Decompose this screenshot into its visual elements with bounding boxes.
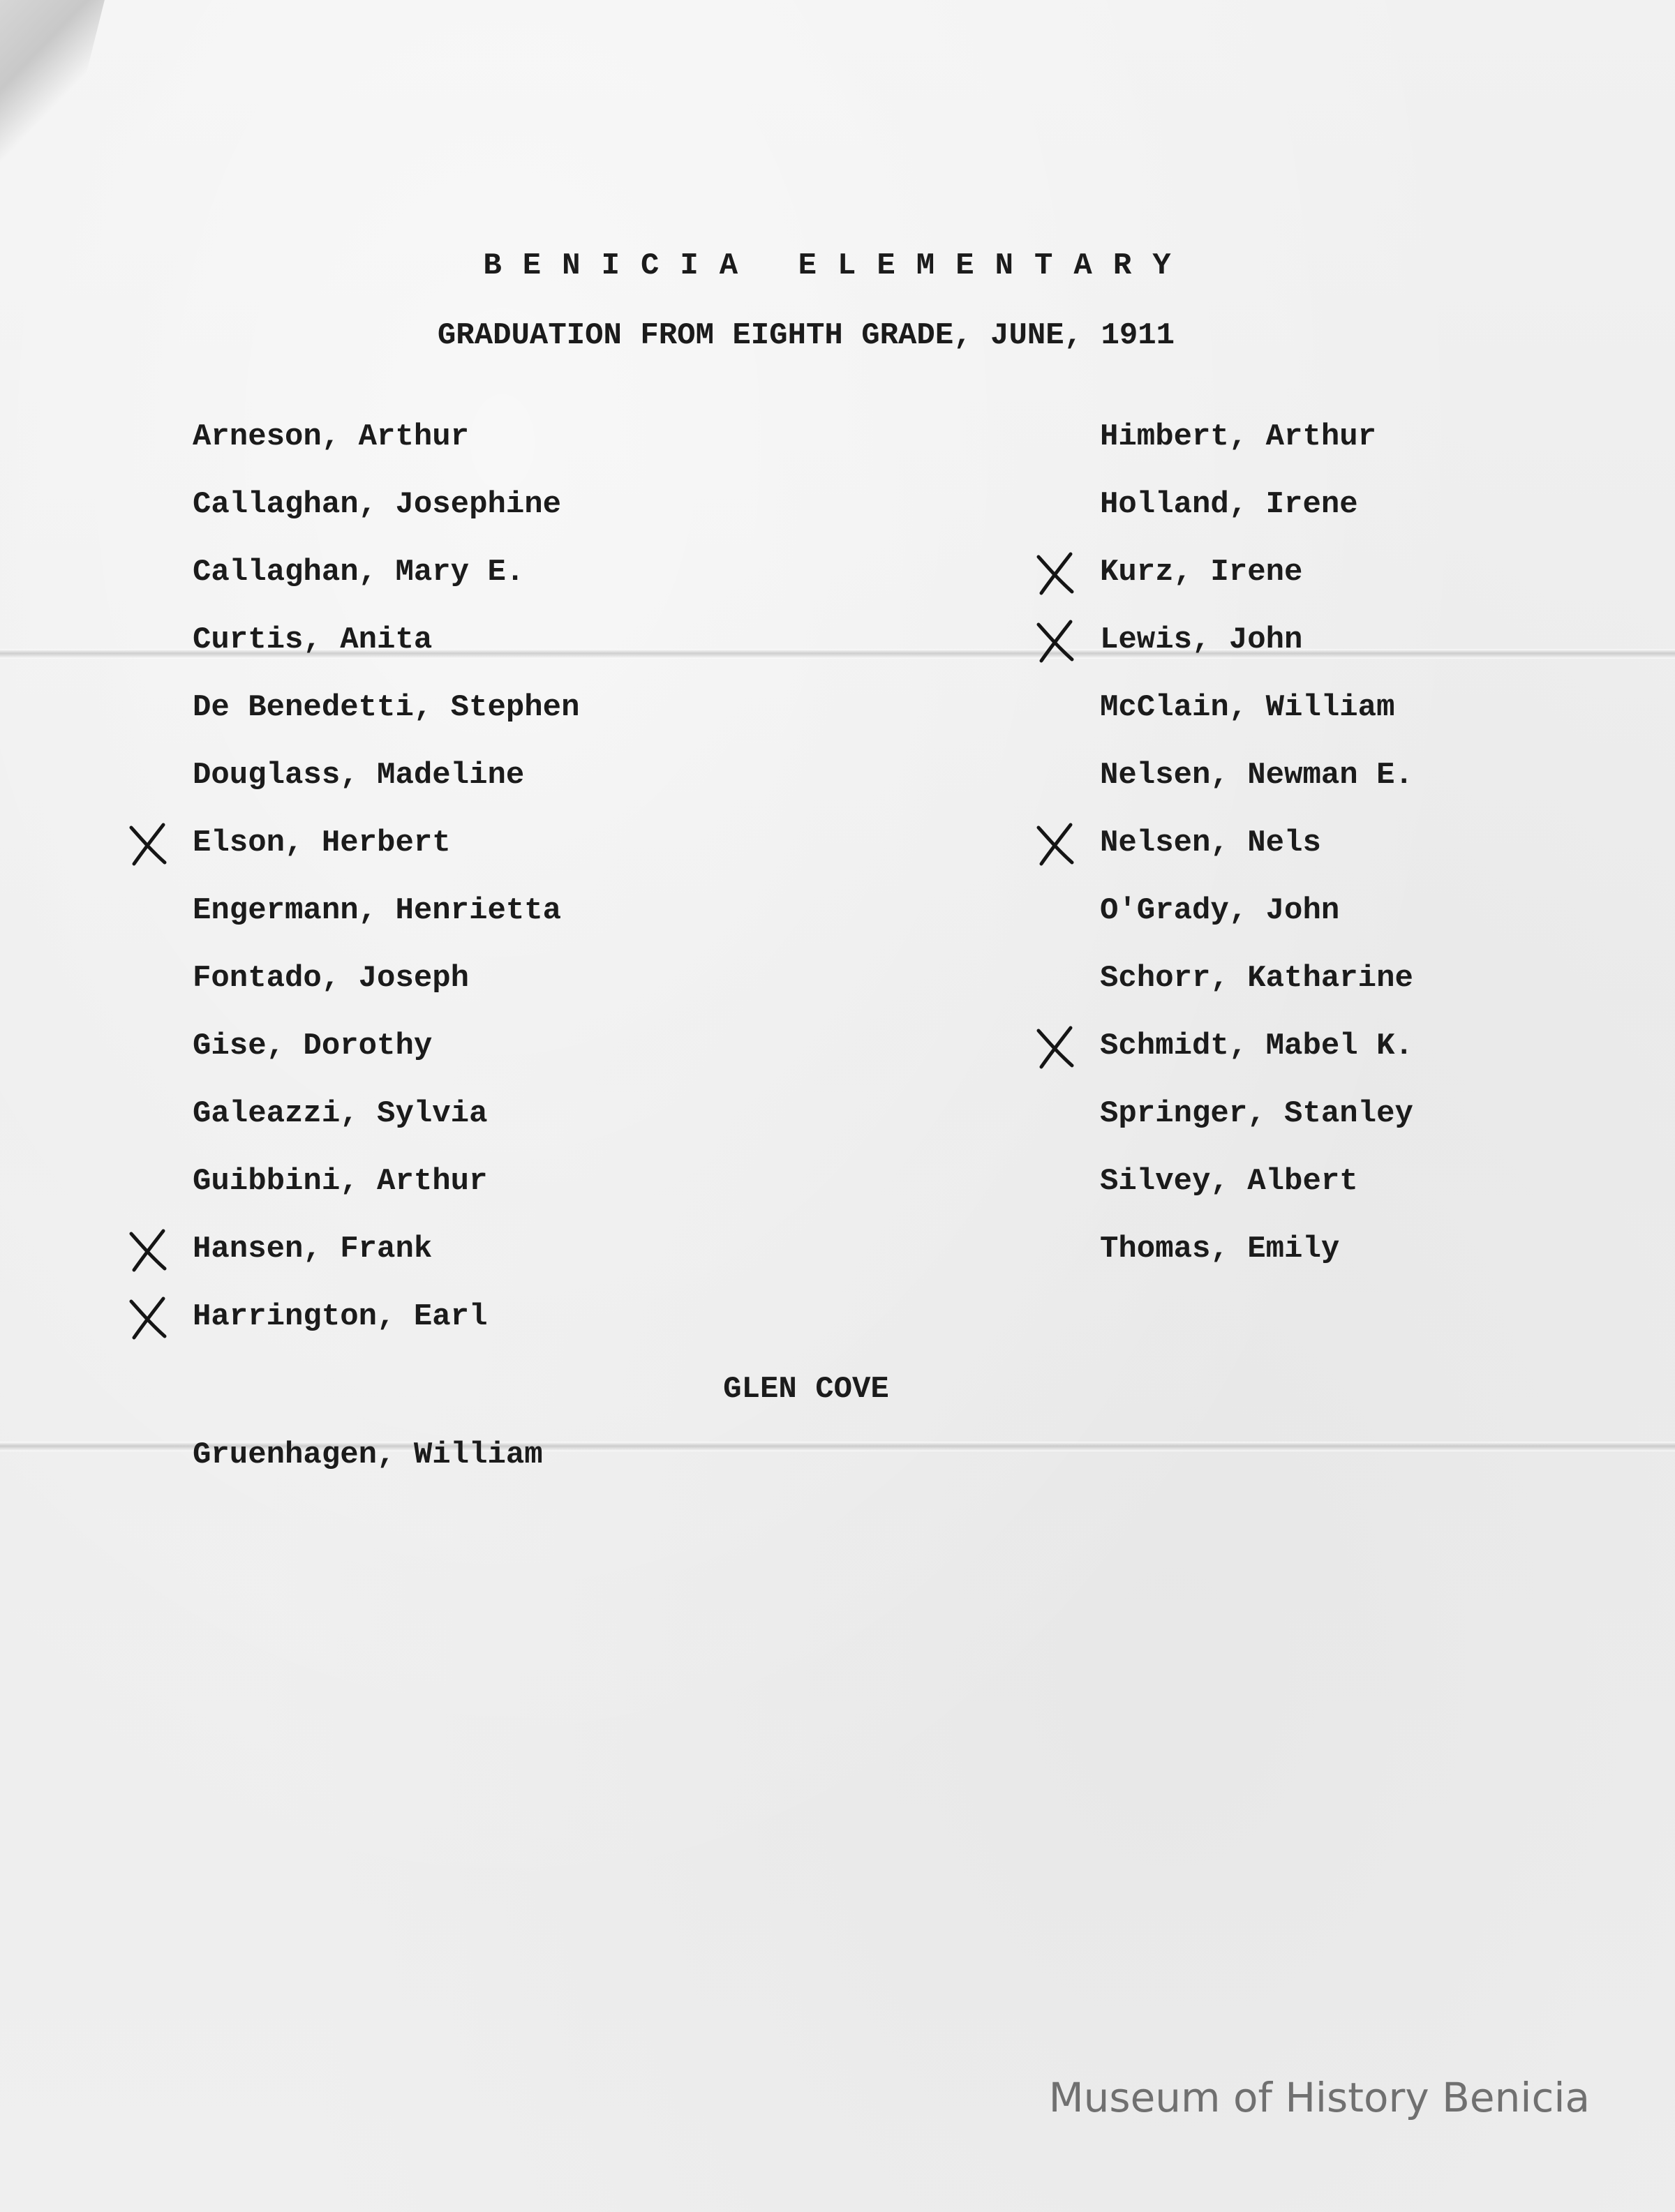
graduate-name (193, 1296, 580, 1363)
graduate-name-text: Silvey, Albert (1100, 1164, 1358, 1199)
graduate-name-text: De Benedetti, Stephen (193, 690, 580, 725)
graduate-name-text: Springer, Stanley (1100, 1096, 1413, 1131)
graduate-name (1100, 416, 1413, 484)
section-name: Gruenhagen, William (193, 1437, 543, 1472)
page-corner-fold (0, 0, 107, 192)
graduate-name-text: Arneson, Arthur (193, 419, 470, 454)
handwritten-x-mark-icon (1030, 819, 1079, 868)
museum-watermark: Museum of History Benicia (1048, 2074, 1590, 2121)
graduate-name-text: Fontado, Joseph (193, 961, 470, 996)
handwritten-x-mark-icon (123, 1293, 172, 1342)
graduate-name-text: Lewis, John (1100, 622, 1303, 657)
graduate-name-text: McClain, William (1100, 690, 1395, 725)
graduate-name-text: Galeazzi, Sylvia (193, 1096, 488, 1131)
graduate-name (1100, 1228, 1413, 1296)
graduate-name-text: O'Grady, John (1100, 893, 1340, 928)
graduate-name (1100, 822, 1413, 890)
graduate-name (1100, 687, 1413, 754)
graduate-name (193, 687, 580, 754)
graduate-name-text: Elson, Herbert (193, 825, 451, 860)
graduate-name (1100, 1025, 1413, 1093)
graduate-name (193, 1093, 580, 1160)
graduate-name-text: Callaghan, Josephine (193, 487, 562, 522)
graduate-name (193, 822, 580, 890)
graduate-name (193, 1160, 580, 1228)
section-title: GLEN COVE (723, 1372, 889, 1407)
graduate-name (193, 890, 580, 957)
graduate-name (193, 1025, 580, 1093)
graduate-name (193, 416, 580, 484)
graduate-name-text: Harrington, Earl (193, 1299, 488, 1334)
graduate-name (1100, 551, 1413, 619)
graduate-name (1100, 957, 1413, 1025)
graduate-name (1100, 890, 1413, 957)
graduate-name (1100, 1160, 1413, 1228)
graduate-name-text: Curtis, Anita (193, 622, 433, 657)
graduate-name (1100, 484, 1413, 551)
graduate-name (193, 1228, 580, 1296)
graduate-name-text: Douglass, Madeline (193, 758, 525, 793)
graduate-name-text: Nelsen, Newman E. (1100, 758, 1413, 793)
graduate-name (193, 754, 580, 822)
graduate-name (193, 957, 580, 1025)
graduate-name (193, 619, 580, 687)
graduate-name-text: Engermann, Henrietta (193, 893, 562, 928)
graduate-name-text: Himbert, Arthur (1100, 419, 1377, 454)
graduate-name (1100, 754, 1413, 822)
graduate-name (1100, 619, 1413, 687)
handwritten-x-mark-icon (1030, 548, 1079, 597)
handwritten-x-mark-icon (1030, 616, 1079, 665)
handwritten-x-mark-icon (123, 1225, 172, 1274)
handwritten-x-mark-icon (1030, 1022, 1079, 1071)
graduate-name (193, 484, 580, 551)
graduate-name-text: Guibbini, Arthur (193, 1164, 488, 1199)
document-subtitle: GRADUATION FROM EIGHTH GRADE, JUNE, 1911 (437, 318, 1175, 353)
document-title: BENICIA ELEMENTARY (483, 248, 1192, 283)
left-name-column (193, 416, 580, 1363)
graduate-name (193, 551, 580, 619)
graduate-name (1100, 1093, 1413, 1160)
graduate-name-text: Nelsen, Nels (1100, 825, 1321, 860)
graduate-name-text: Schorr, Katharine (1100, 961, 1413, 996)
graduate-name-text: Holland, Irene (1100, 487, 1358, 522)
graduate-name-text: Hansen, Frank (193, 1232, 433, 1266)
graduate-name-text: Schmidt, Mabel K. (1100, 1029, 1413, 1063)
right-name-column (1100, 416, 1413, 1296)
graduate-name-text: Gise, Dorothy (193, 1029, 433, 1063)
graduate-name-text: Thomas, Emily (1100, 1232, 1340, 1266)
graduate-name-text: Kurz, Irene (1100, 555, 1303, 590)
graduate-name-text: Callaghan, Mary E. (193, 555, 525, 590)
handwritten-x-mark-icon (123, 819, 172, 868)
